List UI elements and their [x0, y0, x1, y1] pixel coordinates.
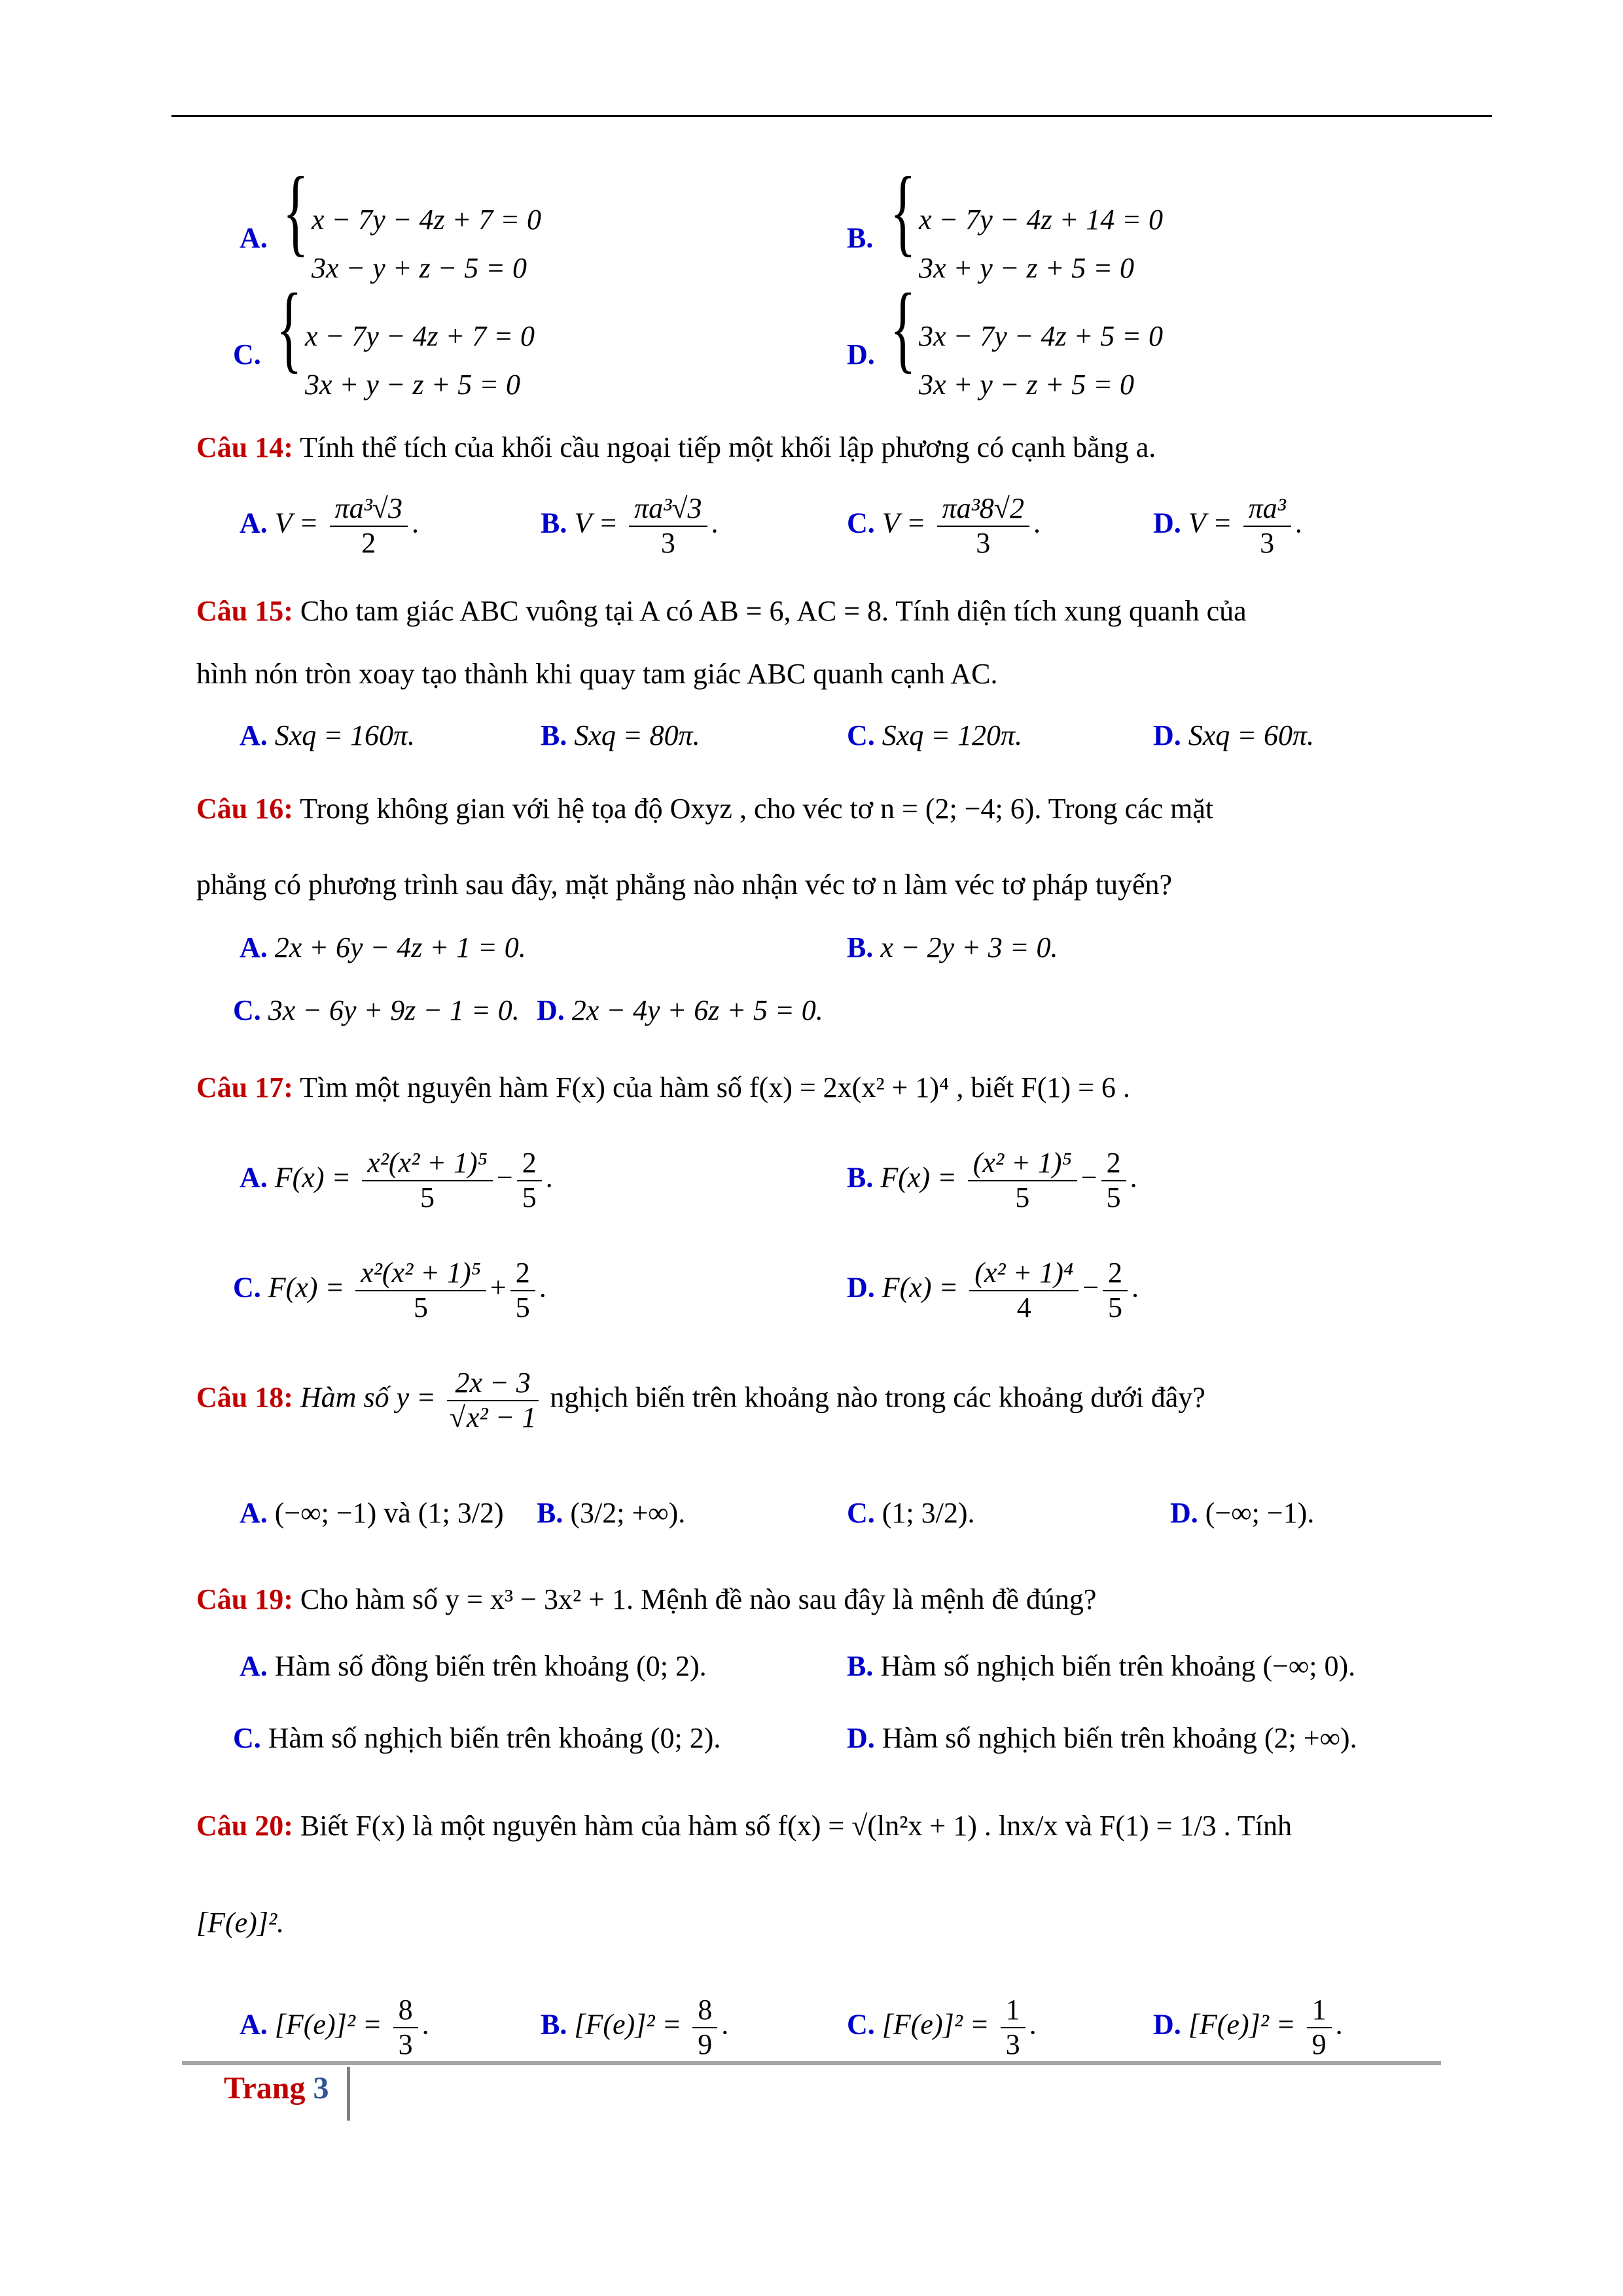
q13-option-b	[847, 157, 1163, 284]
question-text: Hàm số y =	[300, 1381, 436, 1414]
option-label: C.	[847, 2008, 875, 2041]
question-16-line-2	[196, 868, 1172, 901]
fraction-numerator: 2	[1103, 1257, 1128, 1291]
question-text: phẳng có phương trình sau đây, mặt phẳng nào nhận véc tơ n làm véc tơ pháp tuyến?	[196, 869, 1173, 901]
brace-icon: {	[890, 157, 916, 266]
option-label: C.	[847, 1497, 875, 1529]
option-lhs: [F(e)]² =	[574, 2008, 682, 2041]
fraction-denominator: 9	[1311, 2028, 1327, 2060]
footer-rule	[182, 2061, 1441, 2065]
page-footer	[224, 2070, 329, 2106]
question-number: Câu 16:	[196, 793, 293, 825]
fraction-denominator: 5	[1015, 1181, 1030, 1213]
fraction-numerator: 8	[393, 1994, 418, 2028]
q16-option-d	[537, 994, 823, 1027]
fraction-numerator: 2	[1101, 1147, 1126, 1181]
option-lhs: [F(e)]² =	[1188, 2008, 1296, 2041]
option-value: Sxq = 160π.	[274, 719, 416, 751]
option-value: 2x − 4y + 6z + 5 = 0.	[571, 994, 823, 1026]
fraction-numerator: x²(x² + 1)⁵	[355, 1257, 486, 1291]
option-label: B.	[847, 1650, 874, 1682]
q17-option-c: C. F(x) = $\frac{\text{x²(x² + 1)⁵}}{5}$ + $\frac{2}{5}$ .	[233, 1257, 546, 1323]
fraction-denominator: 5	[414, 1291, 429, 1323]
equation-line: 3x + y − z + 5 = 0	[919, 252, 1134, 284]
q19-option-a	[240, 1649, 707, 1683]
option-value: 3x − 6y + 9z − 1 = 0.	[268, 994, 520, 1026]
equation-line: 3x − 7y − 4z + 5 = 0	[919, 320, 1163, 352]
q14-option-a: A. V = $\frac{\text{πa³√3}}{2}$ .	[240, 492, 419, 559]
equation-line: 3x + y − z + 5 = 0	[305, 368, 520, 401]
option-value: Sxq = 60π.	[1188, 719, 1315, 751]
option-label: D.	[847, 338, 875, 370]
question-text: Tìm một nguyên hàm F(x) của hàm số f(x) = 2x(x² + 1)⁴ , biết F(1) = 6 .	[300, 1071, 1130, 1103]
option-lhs: [F(e)]² =	[274, 2008, 382, 2041]
q16-option-b	[847, 931, 1058, 964]
option-lhs: V =	[882, 507, 926, 539]
question-text: nghịch biến trên khoảng nào trong các khoảng dưới đây?	[550, 1381, 1205, 1414]
q16-option-a	[240, 931, 526, 964]
question-number: Câu 20:	[196, 1810, 293, 1842]
question-text: Tính thể tích của khối cầu ngoại tiếp một khối lập phương có cạnh bằng a.	[300, 431, 1156, 463]
q20-option-d: D. [F(e)]² = $\frac{1}{9}$ .	[1153, 1994, 1343, 2060]
q13-option-a	[240, 157, 541, 284]
q19-option-d	[847, 1721, 1357, 1755]
equation-line: x − 7y − 4z + 7 = 0	[312, 204, 541, 236]
option-label: D.	[1153, 507, 1181, 539]
fraction-denominator: 3	[1260, 526, 1275, 559]
option-value: Sxq = 80π.	[574, 719, 700, 751]
option-label: A.	[240, 1650, 268, 1682]
q15-option-c	[847, 719, 1022, 752]
option-label: C.	[233, 994, 261, 1026]
fraction-numerator: (x² + 1)⁵	[968, 1147, 1077, 1181]
option-value: Hàm số nghịch biến trên khoảng (0; 2).	[268, 1722, 721, 1754]
fraction-denominator: 5	[522, 1181, 537, 1213]
option-value: (3/2; +∞).	[570, 1497, 686, 1529]
option-label: C.	[233, 338, 261, 370]
equation-line: x − 7y − 4z + 7 = 0	[305, 320, 535, 352]
question-20	[196, 1809, 1292, 1842]
fraction-numerator: 2	[510, 1257, 535, 1291]
fraction-numerator: πa³√3	[330, 492, 408, 527]
q17-option-b: B. F(x) = $\frac{\text{(x² + 1)⁵}}{5}$ − $\frac{2}{5}$ .	[847, 1147, 1137, 1213]
fraction-numerator: 1	[1307, 1994, 1332, 2028]
fraction-denominator: 3	[976, 526, 991, 559]
question-number: Câu 18:	[196, 1381, 293, 1414]
question-19	[196, 1583, 1096, 1616]
question-17	[196, 1071, 1130, 1104]
q15-option-b	[541, 719, 700, 752]
q16-option-c	[233, 994, 520, 1027]
option-value: Hàm số nghịch biến trên khoảng (2; +∞).	[882, 1722, 1357, 1754]
option-label: B.	[541, 2008, 567, 2041]
question-16	[196, 792, 1213, 825]
page-number: 3	[313, 2071, 329, 2106]
fraction-denominator: 3	[1005, 2028, 1020, 2060]
header-rule	[171, 115, 1492, 117]
option-lhs: F(x) =	[882, 1271, 959, 1304]
option-label: A.	[240, 1497, 268, 1529]
fraction-numerator: 2x − 3	[447, 1367, 539, 1401]
q15-option-a	[240, 719, 415, 752]
fraction-numerator: πa³8√2	[937, 492, 1029, 527]
option-label: D.	[847, 1271, 875, 1304]
question-number: Câu 19:	[196, 1583, 293, 1615]
fraction-denominator: 5	[515, 1291, 530, 1323]
option-label: B.	[847, 931, 874, 963]
q14-option-b: B. V = $\frac{\text{πa³√3}}{3}$ .	[541, 492, 719, 559]
brace-icon: {	[276, 274, 302, 382]
question-text: Trong không gian với hệ tọa độ Oxyz , cho véc tơ n = (2; −4; 6). Trong các mặt	[300, 793, 1214, 825]
question-number: Câu 15:	[196, 595, 293, 627]
equation-line: 3x − y + z − 5 = 0	[312, 252, 527, 284]
q20-option-a: A. [F(e)]² = $\frac{8}{3}$ .	[240, 1994, 429, 2060]
option-label: D.	[1153, 719, 1181, 751]
option-label: D.	[847, 1722, 875, 1754]
brace-icon: {	[283, 157, 309, 266]
question-text: [F(e)]².	[196, 1907, 285, 1939]
option-lhs: V =	[1188, 507, 1232, 539]
brace-icon: {	[890, 274, 916, 382]
fraction-denominator: 5	[1108, 1291, 1123, 1323]
option-label: B.	[541, 719, 567, 751]
option-label: A.	[240, 931, 268, 963]
q20-option-c: C. [F(e)]² = $\frac{1}{3}$ .	[847, 1994, 1037, 2060]
question-number: Câu 17:	[196, 1071, 293, 1103]
option-value: Sxq = 120π.	[882, 719, 1023, 751]
fraction-numerator: 8	[692, 1994, 717, 2028]
option-label: D.	[1170, 1497, 1198, 1529]
q15-option-d	[1153, 719, 1314, 752]
fraction-numerator: πa³	[1243, 492, 1291, 527]
question-20-line-2	[196, 1906, 284, 1939]
fraction-numerator: x²(x² + 1)⁵	[362, 1147, 493, 1181]
option-label: C.	[233, 1722, 261, 1754]
option-value: Hàm số nghịch biến trên khoảng (−∞; 0).	[880, 1650, 1356, 1682]
question-15-line-2	[196, 657, 997, 691]
fraction-denominator: 2	[361, 526, 376, 559]
q19-option-c	[233, 1721, 721, 1755]
operator: −	[1080, 1161, 1097, 1194]
fraction-denominator: 3	[398, 2028, 413, 2060]
q13-option-c	[233, 274, 535, 401]
question-15	[196, 594, 1247, 628]
option-value: (1; 3/2).	[882, 1497, 975, 1529]
fraction-denominator: 3	[660, 526, 675, 559]
q18-option-a	[240, 1496, 504, 1530]
option-lhs: F(x) =	[268, 1271, 345, 1304]
option-lhs: V =	[274, 507, 319, 539]
option-label: B.	[537, 1497, 563, 1529]
operator: −	[1082, 1271, 1099, 1304]
option-label: C.	[233, 1271, 261, 1304]
q20-option-b: B. [F(e)]² = $\frac{8}{9}$ .	[541, 1994, 729, 2060]
option-value: x − 2y + 3 = 0.	[880, 931, 1058, 963]
option-label: D.	[1153, 2008, 1181, 2041]
option-label: B.	[847, 222, 874, 254]
question-text: Biết F(x) là một nguyên hàm của hàm số f(x) = √(ln²x + 1) . lnx/x và F(1) = 1/3 . Tính	[300, 1810, 1292, 1842]
fraction-denominator: 4	[1016, 1291, 1031, 1323]
fraction-denominator: 9	[698, 2028, 713, 2060]
option-lhs: V =	[574, 507, 618, 539]
q14-option-d: D. V = $\frac{\text{πa³}}{3}$ .	[1153, 492, 1302, 559]
question-text: hình nón tròn xoay tạo thành khi quay tam giác ABC quanh cạnh AC.	[196, 658, 998, 690]
question-14	[196, 431, 1156, 464]
question-number: Câu 14:	[196, 431, 293, 463]
fraction-denominator: √ x² − 1	[447, 1400, 539, 1433]
option-label: A.	[240, 507, 268, 539]
fraction-denominator: 5	[1106, 1181, 1121, 1213]
equation-line: x − 7y − 4z + 14 = 0	[919, 204, 1163, 236]
option-label: B.	[541, 507, 567, 539]
fraction-numerator: πa³√3	[629, 492, 707, 527]
q17-option-d: D. F(x) = $\frac{\text{(x² + 1)⁴}}{4}$ − $\frac{2}{5}$ .	[847, 1257, 1139, 1323]
q17-option-a: A. F(x) = $\frac{\text{x²(x² + 1)⁵}}{5}$ − $\frac{2}{5}$ .	[240, 1147, 553, 1213]
option-label: A.	[240, 1161, 268, 1194]
q18-option-c	[847, 1496, 975, 1530]
question-text: Cho hàm số y = x³ − 3x² + 1. Mệnh đề nào sau đây là mệnh đề đúng?	[300, 1583, 1097, 1615]
fraction-denominator: 5	[420, 1181, 435, 1213]
equation-line: 3x + y − z + 5 = 0	[919, 368, 1134, 401]
q18-option-b	[537, 1496, 685, 1530]
option-value: (−∞; −1) và (1; 3/2)	[274, 1497, 504, 1529]
q18-option-d	[1170, 1496, 1314, 1530]
q19-option-b	[847, 1649, 1355, 1683]
option-lhs: F(x) =	[274, 1161, 351, 1194]
footer-divider	[347, 2067, 350, 2121]
operator: −	[496, 1161, 513, 1194]
option-label: B.	[847, 1161, 874, 1194]
q13-option-d	[847, 274, 1163, 401]
fraction-numerator: (x² + 1)⁴	[969, 1257, 1079, 1291]
question-text: Cho tam giác ABC vuông tại A có AB = 6, AC = 8. Tính diện tích xung quanh của	[300, 595, 1247, 627]
option-label: A.	[240, 222, 268, 254]
option-lhs: F(x) =	[880, 1161, 957, 1194]
option-label: A.	[240, 2008, 268, 2041]
option-label: C.	[847, 719, 875, 751]
operator: +	[490, 1271, 507, 1304]
option-value: (−∞; −1).	[1205, 1497, 1315, 1529]
option-label: D.	[537, 994, 565, 1026]
fraction-numerator: 2	[517, 1147, 542, 1181]
fraction-numerator: 1	[1001, 1994, 1026, 2028]
option-value: Hàm số đồng biến trên khoảng (0; 2).	[274, 1650, 707, 1682]
page-label: Trang	[224, 2071, 306, 2106]
option-value: 2x + 6y − 4z + 1 = 0.	[274, 931, 526, 963]
option-lhs: [F(e)]² =	[882, 2008, 990, 2041]
q14-option-c: C. V = $\frac{\text{πa³8√2}}{3}$ .	[847, 492, 1041, 559]
question-18	[196, 1367, 1205, 1434]
option-label: A.	[240, 719, 268, 751]
option-label: C.	[847, 507, 875, 539]
